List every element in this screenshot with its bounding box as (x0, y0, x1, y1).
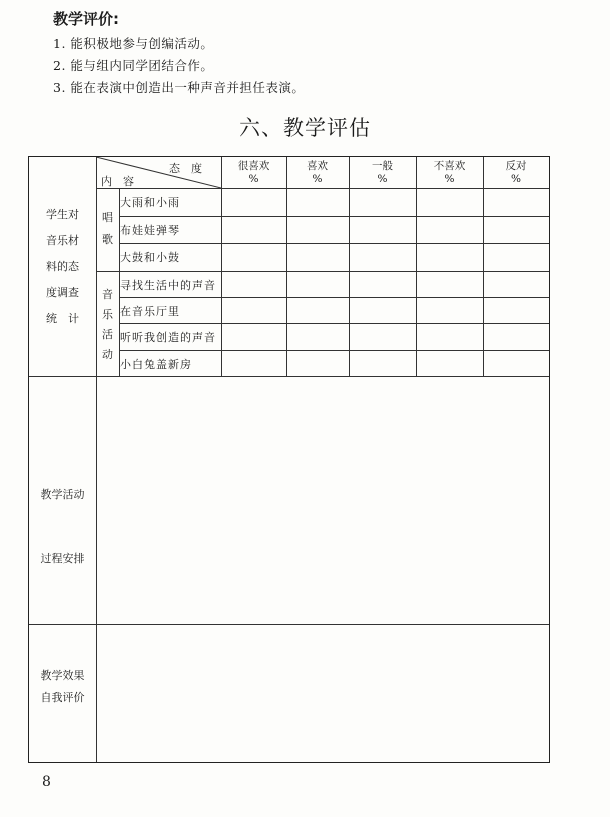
divider (96, 271, 549, 272)
column-label: 不喜欢 (433, 159, 466, 172)
label-char: 唱 (102, 211, 113, 224)
label-char: 音 (102, 288, 113, 301)
page-number: 8 (42, 774, 51, 790)
column-unit: % (444, 172, 455, 185)
divider (119, 243, 549, 244)
column-header (286, 157, 349, 188)
survey-label (29, 202, 96, 332)
column-unit: % (248, 172, 259, 185)
corner-label-content: 内 容 (101, 175, 134, 188)
activity-row: 寻找生活中的声音 (120, 279, 216, 292)
label-line: 过程安排 (40, 552, 85, 565)
corner-label-attitude: 态 度 (169, 162, 202, 175)
activity-row: 在音乐厅里 (120, 305, 180, 318)
label-line: 度调查 (46, 286, 79, 299)
divider (119, 350, 549, 351)
label-line: 统 计 (46, 312, 79, 325)
group-label-music-activity (96, 285, 119, 365)
column-label: 反对 (505, 159, 527, 172)
label-line: 教学效果 (40, 669, 85, 682)
label-char: 动 (102, 348, 113, 361)
column-header (483, 157, 549, 188)
label-char: 活 (102, 328, 113, 341)
divider (286, 157, 287, 376)
effect-content-area[interactable] (97, 625, 549, 762)
column-unit: % (312, 172, 323, 185)
divider (119, 297, 549, 298)
process-label (29, 463, 96, 591)
section-title: 六、教学评估 (239, 116, 371, 140)
column-header (416, 157, 483, 188)
divider (221, 157, 222, 376)
label-line: 自我评价 (40, 691, 85, 704)
label-char: 乐 (102, 308, 113, 321)
evaluation-item: 2. 能与组内同学团结合作。 (53, 58, 214, 73)
evaluation-item: 3. 能在表演中创造出一种声音并担任表演。 (53, 80, 305, 95)
label-char: 歌 (102, 233, 113, 246)
label-line: 学生对 (46, 208, 79, 221)
song-row: 布娃娃弹琴 (120, 224, 180, 237)
effect-label (29, 665, 96, 709)
label-line: 音乐材 (46, 234, 79, 247)
column-unit: % (511, 172, 521, 185)
divider (119, 216, 549, 217)
divider (119, 323, 549, 324)
activity-row: 听听我创造的声音 (120, 331, 216, 344)
divider (349, 157, 350, 376)
column-label: 一般 (372, 159, 393, 172)
process-content-area[interactable] (97, 377, 549, 623)
column-header (221, 157, 286, 188)
divider (483, 157, 484, 376)
column-unit: % (377, 172, 388, 185)
group-label-singing (96, 207, 119, 251)
column-label: 喜欢 (307, 159, 328, 172)
evaluation-heading: 教学评价: (53, 10, 119, 28)
divider (96, 188, 549, 189)
divider (416, 157, 417, 376)
evaluation-item: 1. 能积极地参与创编活动。 (53, 36, 214, 51)
evaluation-table (28, 156, 550, 763)
column-label: 很喜欢 (237, 159, 270, 172)
activity-row: 小白兔盖新房 (120, 358, 192, 371)
song-row: 大鼓和小鼓 (120, 251, 180, 264)
song-row: 大雨和小雨 (120, 196, 180, 209)
column-header (349, 157, 416, 188)
label-line: 教学活动 (40, 488, 85, 501)
label-line: 料的态 (46, 260, 79, 273)
